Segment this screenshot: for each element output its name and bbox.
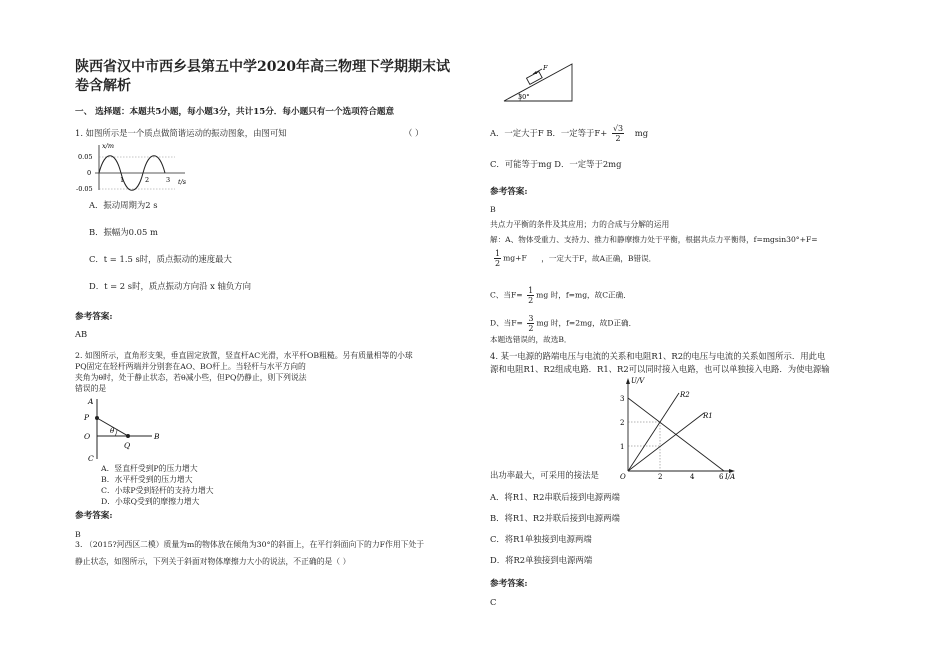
- q4-option-d: D．将R2单独接到电源两端: [490, 555, 593, 565]
- q3-expl3-den: 2: [495, 259, 501, 268]
- q4-xtick-4: 4: [690, 473, 695, 481]
- q4-option-c: C．将R1单独接到电源两端: [490, 534, 592, 544]
- doc-title-line2: 卷含解析: [75, 78, 131, 94]
- q4-answer: C: [490, 597, 497, 607]
- q4-graph-xlabel: I/A: [725, 473, 736, 481]
- q3-expl-line2: 解：A、物体受重力、支持力、推力和静摩擦力处于平衡，根据共点力平衡得，f=mgsin30°+F=: [490, 235, 818, 244]
- q1-xtick-3: 3: [166, 176, 171, 184]
- q4-ytick-1: 1: [620, 443, 625, 451]
- q3-option-ab-text: A．一定大于F B．一定等于F+: [490, 128, 608, 138]
- q1-vibration-graph: [75, 142, 195, 192]
- q2-label-q: Q: [124, 441, 131, 450]
- doc-title-line1: 陕西省汉中市西乡县第五中学2020年高三物理下学期期末试: [75, 59, 450, 75]
- q3-expl4-num: 1: [528, 286, 534, 295]
- q3-expl4-den: 2: [528, 296, 534, 305]
- q2-option-d: D．小球Q受到的摩擦力增大: [101, 497, 200, 506]
- q2-option-a: A．竖直杆受到P的压力增大: [101, 464, 198, 473]
- q3-expl4-fraction: [527, 286, 534, 305]
- q4-option-b: B．将R1、R2并联后接到电源两端: [490, 513, 620, 523]
- q3-expl5-fraction: [527, 314, 534, 333]
- q2-stem-line3: 夹角为θ时，处于静止状态，若θ减小些，但PQ仍静止，则下列说法: [75, 373, 307, 382]
- q3-option-ab: [490, 124, 648, 143]
- q3-expl4-pre: C、当F=: [490, 290, 523, 300]
- q3-stem-line2: 静止状态，如图所示，下列关于斜面对物体摩擦力大小的说法，不正确的是（ ）: [75, 557, 351, 566]
- q2-label-b: B: [154, 432, 160, 441]
- q3-expl3-fraction: [494, 249, 501, 268]
- q3-expl4-tail: mg 时，f=mg，故C正确．: [536, 290, 631, 300]
- q1-xtick-1: 1: [120, 176, 125, 184]
- q3-option-cd: C．可能等于mg D．一定等于2mg: [490, 159, 622, 169]
- q4-ui-graph: [615, 375, 750, 483]
- q3-expl5-pre: D、当F=: [490, 318, 523, 328]
- q4-stem-line2: 源和电阻R1、R2组成电路．R1、R2可以同时接入电路，也可以单独接入电路．为使电源输: [490, 364, 830, 374]
- q1-graph-ylabel: x/m: [102, 142, 115, 150]
- q4-label-r1: R1: [703, 412, 713, 420]
- q3-frac-den: 2: [615, 134, 621, 143]
- q2-option-b: B．水平杆受到的压力增大: [101, 475, 193, 484]
- q3-expl3-tail: ，一定大于F，故A正确，B错误．: [541, 253, 657, 263]
- q1-option-c: C．t = 1.5 s时，质点振动的速度最大: [89, 254, 232, 264]
- q4-origin: O: [620, 473, 626, 481]
- q3-expl-line4: [490, 286, 631, 305]
- q3-option-b-tail: mg: [634, 128, 649, 138]
- q3-stem-line1: 3. （2015?河西区二模）质量为m的物体放在倾角为30°的斜面上，在平行斜面向下的力F作用下处于: [75, 540, 425, 549]
- q4-ytick-3: 3: [620, 395, 625, 403]
- q2-answer: B: [75, 530, 81, 539]
- q1-answer: AB: [75, 329, 88, 339]
- q3-expl-line5: [490, 314, 636, 333]
- q1-option-a: A．振动周期为2 s: [89, 200, 158, 210]
- q4-xtick-6: 6: [719, 473, 724, 481]
- q3-answer: B: [490, 205, 496, 214]
- q3-label-f: F: [543, 64, 548, 72]
- q4-option-a: A．将R1、R2串联后接到电源两端: [490, 492, 620, 502]
- q1-paren: （ ）: [404, 128, 424, 138]
- q3-answer-heading: 参考答案:: [490, 187, 528, 197]
- q1-ytick-neg: -0.05: [76, 185, 93, 192]
- q3-expl3-pre: mg+F: [503, 253, 527, 263]
- q3-expl3-num: 1: [495, 249, 501, 258]
- q2-stem-line1: 2. 如图所示，直角形支架，垂直固定放置，竖直杆AC光滑，水平杆OB粗糙。另有质量相等的小球: [75, 351, 413, 360]
- q3-frac-num: √3: [612, 124, 624, 133]
- q4-ytick-2: 2: [620, 419, 625, 427]
- section-heading: 一、 选择题：本题共5小题，每小题3分，共计15分．每小题只有一个选项符合题意: [75, 107, 395, 117]
- q4-graph-ylabel: U/V: [631, 377, 645, 385]
- q3-incline-figure: [500, 58, 580, 106]
- q2-label-p: P: [84, 413, 90, 422]
- q2-label-c: C: [88, 454, 94, 463]
- q3-label-angle: 30°: [518, 93, 530, 101]
- q3-expl-line3: [492, 249, 656, 268]
- q2-support-figure: [80, 395, 170, 465]
- q3-expl5-den: 2: [528, 324, 534, 333]
- q4-label-r2: R2: [680, 391, 690, 399]
- q1-stem: 1. 如图所示是一个质点做简谐运动的振动图象，由图可知: [75, 128, 287, 138]
- q1-xtick-2: 2: [145, 176, 150, 184]
- q3-expl5-num: 3: [528, 314, 534, 323]
- q4-xtick-2: 2: [658, 473, 663, 481]
- q1-answer-heading: 参考答案:: [75, 312, 113, 322]
- q1-option-b: B．振幅为0.05 m: [89, 227, 158, 237]
- q3-expl-line6: 本题选错误的，故选B．: [490, 335, 572, 344]
- q4-stem-line3: 出功率最大，可采用的接法是: [490, 470, 599, 480]
- q4-stem-line1: 4. 某一电源的路端电压与电流的关系和电阻R1、R2的电压与电流的关系如图所示．用此电: [490, 351, 826, 361]
- q2-label-theta: θ: [110, 427, 115, 435]
- q3-expl-line1: 共点力平衡的条件及其应用；力的合成与分解的运用: [490, 220, 670, 229]
- q2-option-c: C．小球P受到轻杆的支持力增大: [101, 486, 214, 495]
- q3-expl5-tail: mg 时，f=2mg，故D正确．: [536, 318, 637, 328]
- q4-answer-heading: 参考答案:: [490, 579, 528, 589]
- q1-option-d: D．t = 2 s时，质点振动方向沿 x 轴负方向: [89, 281, 252, 291]
- q1-ytick-pos: 0.05: [78, 153, 93, 161]
- q2-label-o: O: [84, 432, 91, 441]
- q1-ytick-zero: 0: [87, 169, 92, 177]
- q2-answer-heading: 参考答案:: [75, 511, 113, 521]
- q3-option-b-fraction: [612, 124, 624, 143]
- q1-graph-xlabel: t/s: [178, 178, 187, 186]
- q2-label-a: A: [88, 397, 94, 406]
- q2-stem-line4: 错误的是: [75, 384, 107, 393]
- q2-stem-line2: PQ固定在轻杆两端并分别套在AO、BO杆上。当轻杆与水平方向的: [75, 362, 306, 371]
